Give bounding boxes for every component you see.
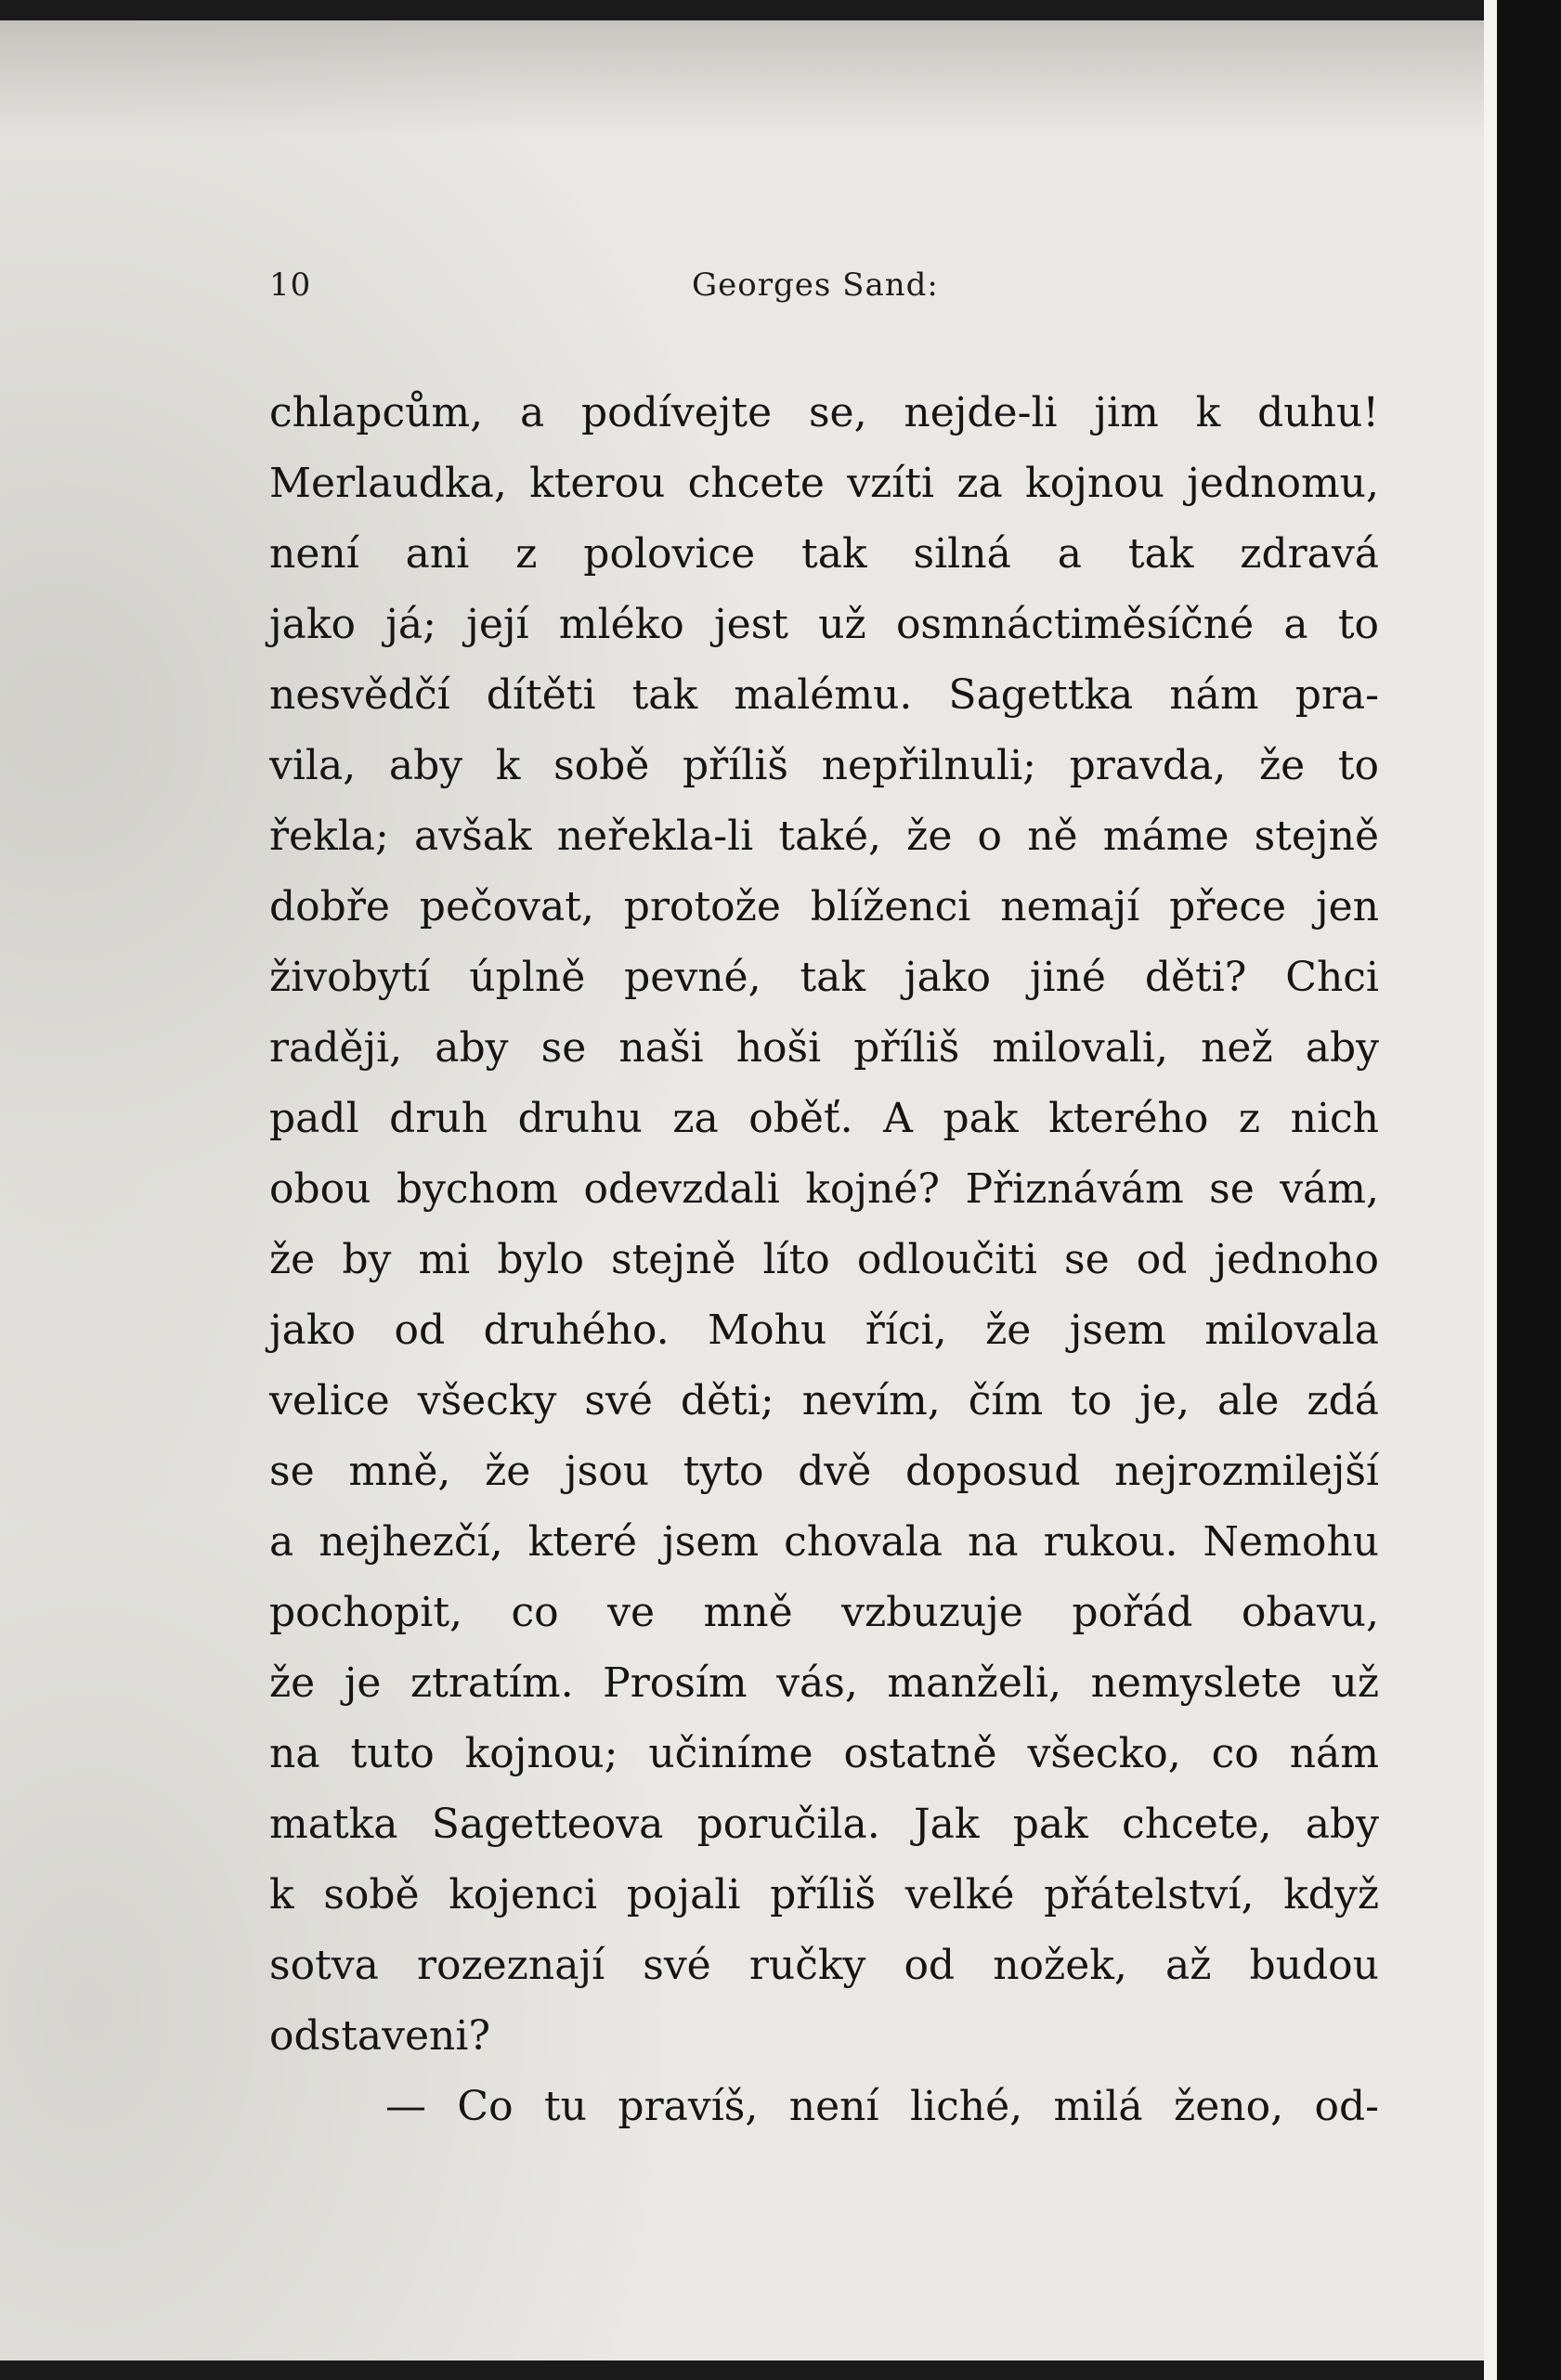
text-line: odstaveni? xyxy=(269,2012,491,2060)
body-text xyxy=(269,378,1379,2142)
text-line: chlapcům, a podívejte se, nejde-li jim k duhu! xyxy=(269,389,1379,436)
book-page xyxy=(0,20,1484,2360)
text-line: sotva rozeznají své ručky od nožek, až budou xyxy=(269,1942,1379,1989)
text-line: nesvědčí dítěti tak malému. Sagettka nám pra- xyxy=(269,671,1379,719)
scan-gutter xyxy=(1497,0,1561,2380)
running-title: Georges Sand: xyxy=(692,267,939,304)
text-line: pochopit, co ve mně vzbuzuje pořád obavu, xyxy=(269,1589,1379,1636)
text-line: že by mi bylo stejně líto odloučiti se od jednoho xyxy=(269,1236,1379,1283)
page-number: 10 xyxy=(269,267,312,304)
text-line: na tuto kojnou; učiníme ostatně všecko, co nám xyxy=(269,1730,1379,1777)
text-line: padl druh druhu za oběť. A pak kterého z nich xyxy=(269,1095,1379,1142)
text-line: matka Sagetteova poručila. Jak pak chcete, aby xyxy=(269,1801,1379,1848)
text-line: jako já; její mléko jest už osmnáctiměsíčné a to xyxy=(269,601,1379,648)
text-line: a nejhezčí, které jsem chovala na rukou. Nemohu xyxy=(269,1518,1379,1566)
running-head xyxy=(269,267,1374,313)
text-line: řekla; avšak neřekla-li také, že o ně máme stejně xyxy=(269,813,1379,860)
text-line: velice všecky své děti; nevím, čím to je, ale zdá xyxy=(269,1377,1379,1424)
text-line: se mně, že jsou tyto dvě doposud nejrozmilejší xyxy=(269,1448,1379,1495)
text-line: živobytí úplně pevné, tak jako jiné děti? Chci xyxy=(269,954,1379,1001)
text-line: — Co tu pravíš, není liché, milá ženo, od- xyxy=(385,2083,1379,2130)
text-line: není ani z polovice tak silná a tak zdravá xyxy=(269,530,1379,578)
text-line: Merlaudka, kterou chcete vzíti za kojnou jednomu, xyxy=(269,460,1379,507)
page-edge xyxy=(1484,0,1497,2380)
text-line: k sobě kojenci pojali příliš velké přátelství, když xyxy=(269,1871,1379,1918)
text-line: vila, aby k sobě příliš nepřilnuli; pravda, že to xyxy=(269,742,1379,789)
text-line: dobře pečovat, protože blíženci nemají přece jen xyxy=(269,883,1379,930)
text-line: že je ztratím. Prosím vás, manželi, nemyslete už xyxy=(269,1659,1379,1707)
text-line: jako od druhého. Mohu říci, že jsem milovala xyxy=(269,1307,1379,1354)
text-line: raději, aby se naši hoši příliš milovali, než aby xyxy=(269,1024,1379,1072)
text-line: obou bychom odevzdali kojné? Přiznávám se vám, xyxy=(269,1165,1379,1213)
